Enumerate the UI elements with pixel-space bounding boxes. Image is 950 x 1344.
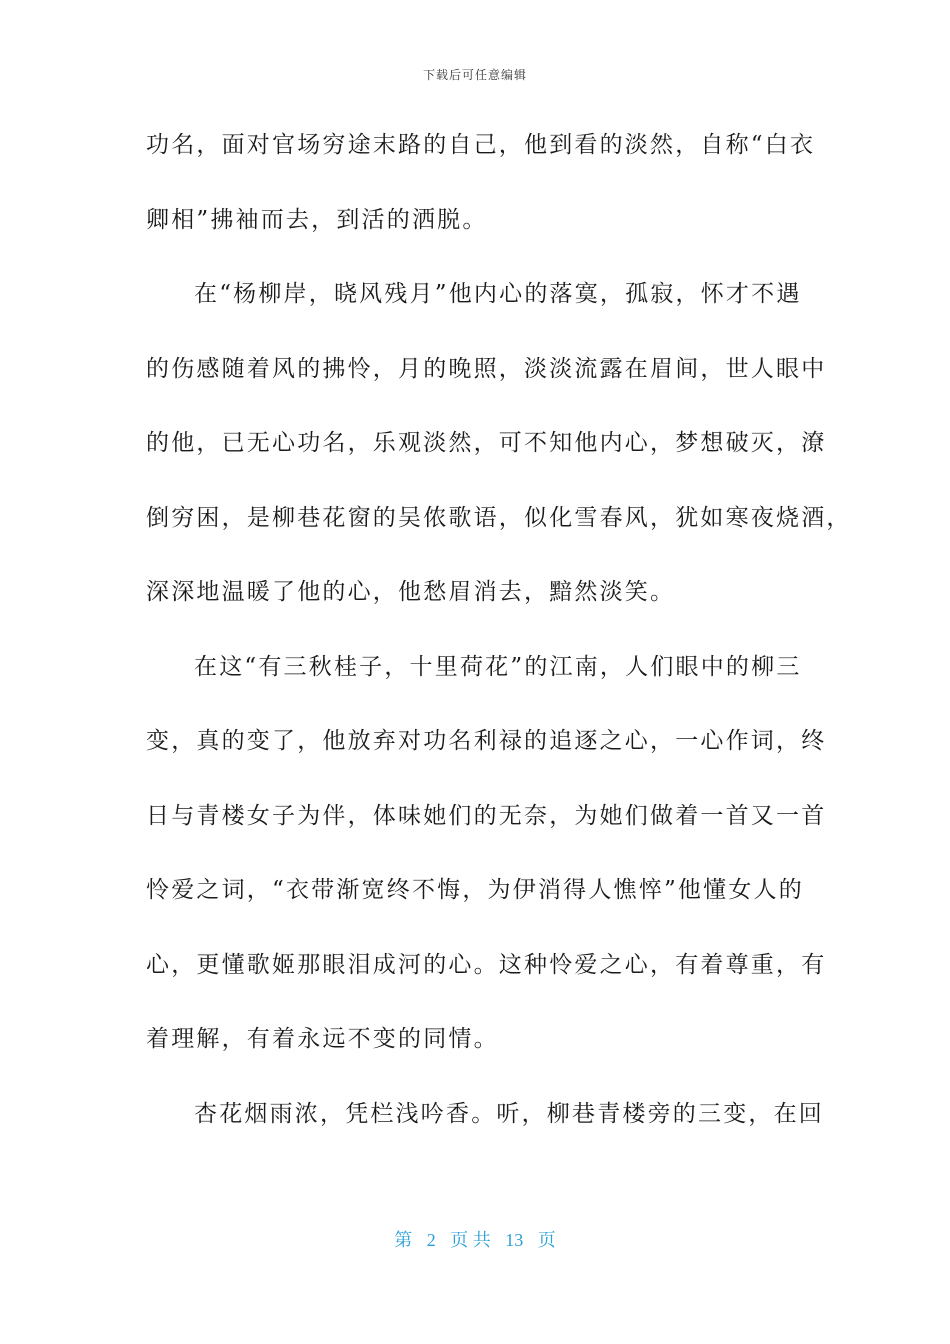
- text-line: 倒穷困，是柳巷花窗的吴侬歌语，似化雪春风，犹如寒夜烧酒，: [146, 504, 852, 531]
- page-number-current: 2: [426, 1230, 436, 1250]
- paragraph-start-line: 在“杨柳岸，晓风残月”他内心的落寞，孤寂，怀才不遇: [194, 281, 802, 307]
- page-number-total: 13: [505, 1230, 524, 1250]
- text-line: 的伤感随着风的拂怜，月的晚照，淡淡流露在眉间，世人眼中: [146, 355, 827, 382]
- page-number-prefix: 第: [394, 1230, 413, 1250]
- page-number-middle: 页 共: [450, 1230, 491, 1250]
- page-footer: [0, 1226, 950, 1252]
- text-line: 日与青楼女子为伴，体味她们的无奈，为她们做着一首又一首: [146, 802, 827, 829]
- page-number-suffix: 页: [537, 1230, 556, 1250]
- paragraph-start-line: 杏花烟雨浓，凭栏浅吟香。听，柳巷青楼旁的三变，在回: [194, 1100, 824, 1127]
- text-line: 深深地温暖了他的心，他愁眉消去，黯然淡笑。: [146, 579, 676, 605]
- text-line: 的他，已无心功名，乐观淡然，可不知他内心，梦想破灭，潦: [146, 430, 827, 456]
- text-line: 卿相”拂袖而去，到活的洒脱。: [146, 206, 488, 233]
- page-header: 下载后可任意编辑: [422, 68, 527, 82]
- text-line: 着理解，有着永远不变的同情。: [146, 1026, 499, 1052]
- document-body: [146, 120, 852, 1163]
- paragraph-start-line: 在这“有三秋桂子，十里荷花”的江南，人们眼中的柳三: [194, 653, 802, 680]
- text-line: 心，更懂歌姬那眼泪成河的心。这种怜爱之心，有着尊重，有: [146, 951, 827, 978]
- text-line: 功名，面对官场穷途末路的自己，他到看的淡然，自称“白衣: [146, 132, 816, 158]
- text-line: 变，真的变了，他放弃对功名利禄的追逐之心，一心作词，终: [146, 728, 827, 754]
- text-line: 怜爱之词，“衣带渐宽终不悔，为伊消得人憔悴”他懂女人的: [146, 877, 804, 903]
